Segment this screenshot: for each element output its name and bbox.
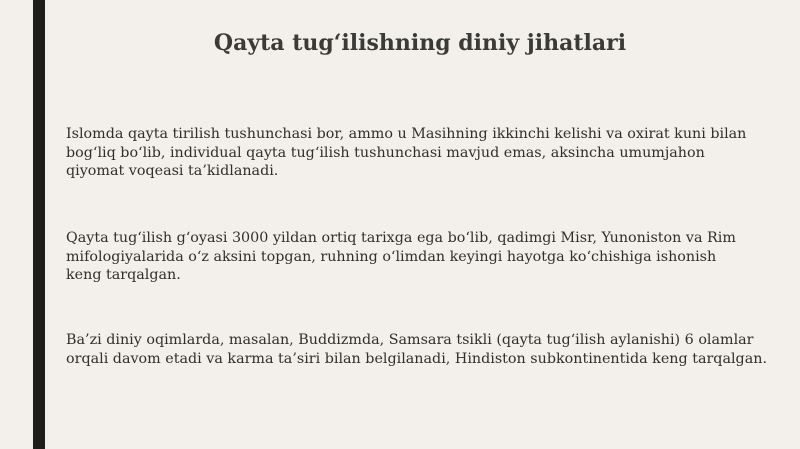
paragraph-history: Qayta tug‘ilish g‘oyasi 3000 yildan ortiq tarixga ega bo‘lib, qadimgi Misr, Yunoniston va Rim mifologiyalarida o‘z aksini topgan, ruhning o‘limdan keyingi hayotga ko‘chishiga ishonish keng tarqalgan. <box>66 230 736 283</box>
left-accent-bar <box>33 0 45 449</box>
paragraph-buddhism: Ba’zi diniy oqimlarda, masalan, Buddizmda, Samsara tsikli (qayta tug‘ilish aylanishi) 6 olamlar orqali davom etadi va karma ta’siri bilan belgilanadi, Hindiston subkontinentida keng tarqalgan. <box>66 332 767 367</box>
slide-title: Qayta tug‘ilishning diniy jihatlari <box>213 30 627 56</box>
paragraph-islam: Islomda qayta tirilish tushunchasi bor, ammo u Masihning ikkinchi kelishi va oxirat kuni bilan bog‘liq bo‘lib, individual qayta tug‘ilish tushunchasi mavjud emas, aksincha umumjahon qiyomat voqeasi ta’kidlanadi. <box>66 126 747 179</box>
